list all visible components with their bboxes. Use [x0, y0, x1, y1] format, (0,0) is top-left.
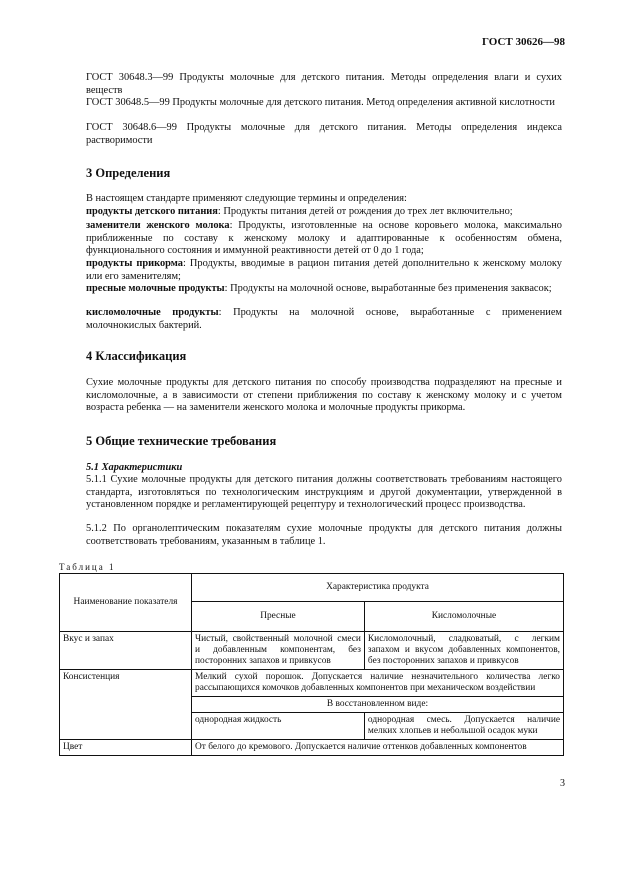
row-taste-name: Вкус и запах: [60, 632, 192, 670]
row-consist-fresh: однородная жидкость: [192, 713, 365, 740]
row-consist-sour: однородная смесь. Допускается наличие мелких хлопьев и небольшой осадок муки: [364, 713, 563, 740]
ref-1: ГОСТ 30648.3—99 Продукты молочные для детского питания. Методы определения влаги и сухих веществ: [86, 72, 562, 96]
row-consist-name: Консистенция: [60, 670, 192, 740]
term-4-def: : Продукты на молочной основе, выработанные без применения заквасок;: [224, 283, 552, 294]
term-2-name: заменители женского молока: [86, 220, 230, 231]
row-taste-sour: Кисломолочный, сладковатый, с легким запахом и вкусом добавленных компонентов, без посторонних запахов и привкусов: [364, 632, 563, 670]
term-5-name: кисломолочные продукты: [86, 307, 219, 318]
col-fresh-header: Пресные: [192, 602, 365, 632]
section-5-1-title: 5.1 Характеристики: [86, 462, 183, 473]
section-3-title: 3 Определения: [86, 166, 171, 180]
table-row: [60, 670, 564, 697]
term-1: [86, 206, 562, 219]
row-consist-restored: В восстановленном виде:: [192, 697, 564, 713]
row-taste-fresh: Чистый, свойственный молочной смеси и добавленным компонентам, без посторонних запахов и привкусов: [192, 632, 365, 670]
para-5-1-2: 5.1.2 По органолептическим показателям сухие молочные продукты для детского питания должны соответствовать требованиям, указанным в таблице 1.: [86, 523, 562, 547]
term-1-name: продукты детского питания: [86, 206, 218, 217]
col-sour-header: Кисломолочные: [364, 602, 563, 632]
term-2: [86, 220, 562, 258]
section-5-title: 5 Общие технические требования: [86, 434, 277, 448]
term-1-def: : Продукты питания детей от рождения до трех лет включительно;: [217, 206, 513, 217]
term-3-def: : Продукты, вводимые в рацион питания детей дополнительно к женскому молоку или его заменителям;: [86, 258, 562, 282]
table-1: [59, 573, 564, 756]
ref-3: ГОСТ 30648.6—99 Продукты молочные для детского питания. Методы определения индекса растворимости: [86, 122, 562, 146]
term-5-def: : Продукты на молочной основе, выработанные с применением молочнокислых бактерий.: [86, 307, 563, 331]
term-5: [86, 307, 562, 332]
row-color-name: Цвет: [60, 740, 192, 756]
table-header-row: [60, 574, 564, 602]
page-number: 3: [560, 778, 565, 789]
table-caption: Таблица 1: [59, 562, 116, 572]
row-color-span: От белого до кремового. Допускается наличие оттенков добавленных компонентов: [192, 740, 564, 756]
section-4-title: 4 Классификация: [86, 349, 187, 363]
para-5-1-1: 5.1.1 Сухие молочные продукты для детского питания должны соответствовать требованиям настоящего стандарта, изготовляться по технологическим инструкциям и другой документации, утвержденной в установленном порядке и регламентирующей рецептуру и технологический процесс производства.: [86, 474, 562, 510]
term-3-name: продукты прикорма: [86, 258, 183, 269]
section-4-text: Сухие молочные продукты для детского питания по способу производства подразделяют на пресные и кисломолочные, а в зависимости от степени приближения по составу к женскому молоку и с учетом возраста ребенка — на заменители женского молока и молочные продукты прикорма.: [86, 377, 562, 413]
section-3-intro: В настоящем стандарте применяют следующие термины и определения:: [86, 193, 407, 204]
table-row: [60, 740, 564, 756]
row-consist-span: Мелкий сухой порошок. Допускается наличие незначительного количества легко рассыпающихся комочков добавленных компонентов при механическом воздействии: [192, 670, 564, 697]
table-row: [60, 632, 564, 670]
col-name-header: Наименование показателя: [60, 574, 192, 632]
standard-code: ГОСТ 30626—98: [482, 36, 565, 48]
term-4-name: пресные молочные продукты: [86, 283, 225, 294]
term-4: [86, 283, 562, 296]
col-char-header: Характеристика продукта: [192, 574, 564, 602]
term-3: [86, 258, 562, 283]
ref-2: ГОСТ 30648.5—99 Продукты молочные для детского питания. Метод определения активной кислотности: [86, 97, 555, 108]
term-2-def: : Продукты, изготовленные на основе коровьего молока, максимально приближенные по составу к женскому молоку и адаптированные к особенностям обмена, функционального состояния и иммунной реактивности детей от 0 до 1 года;: [86, 220, 562, 256]
